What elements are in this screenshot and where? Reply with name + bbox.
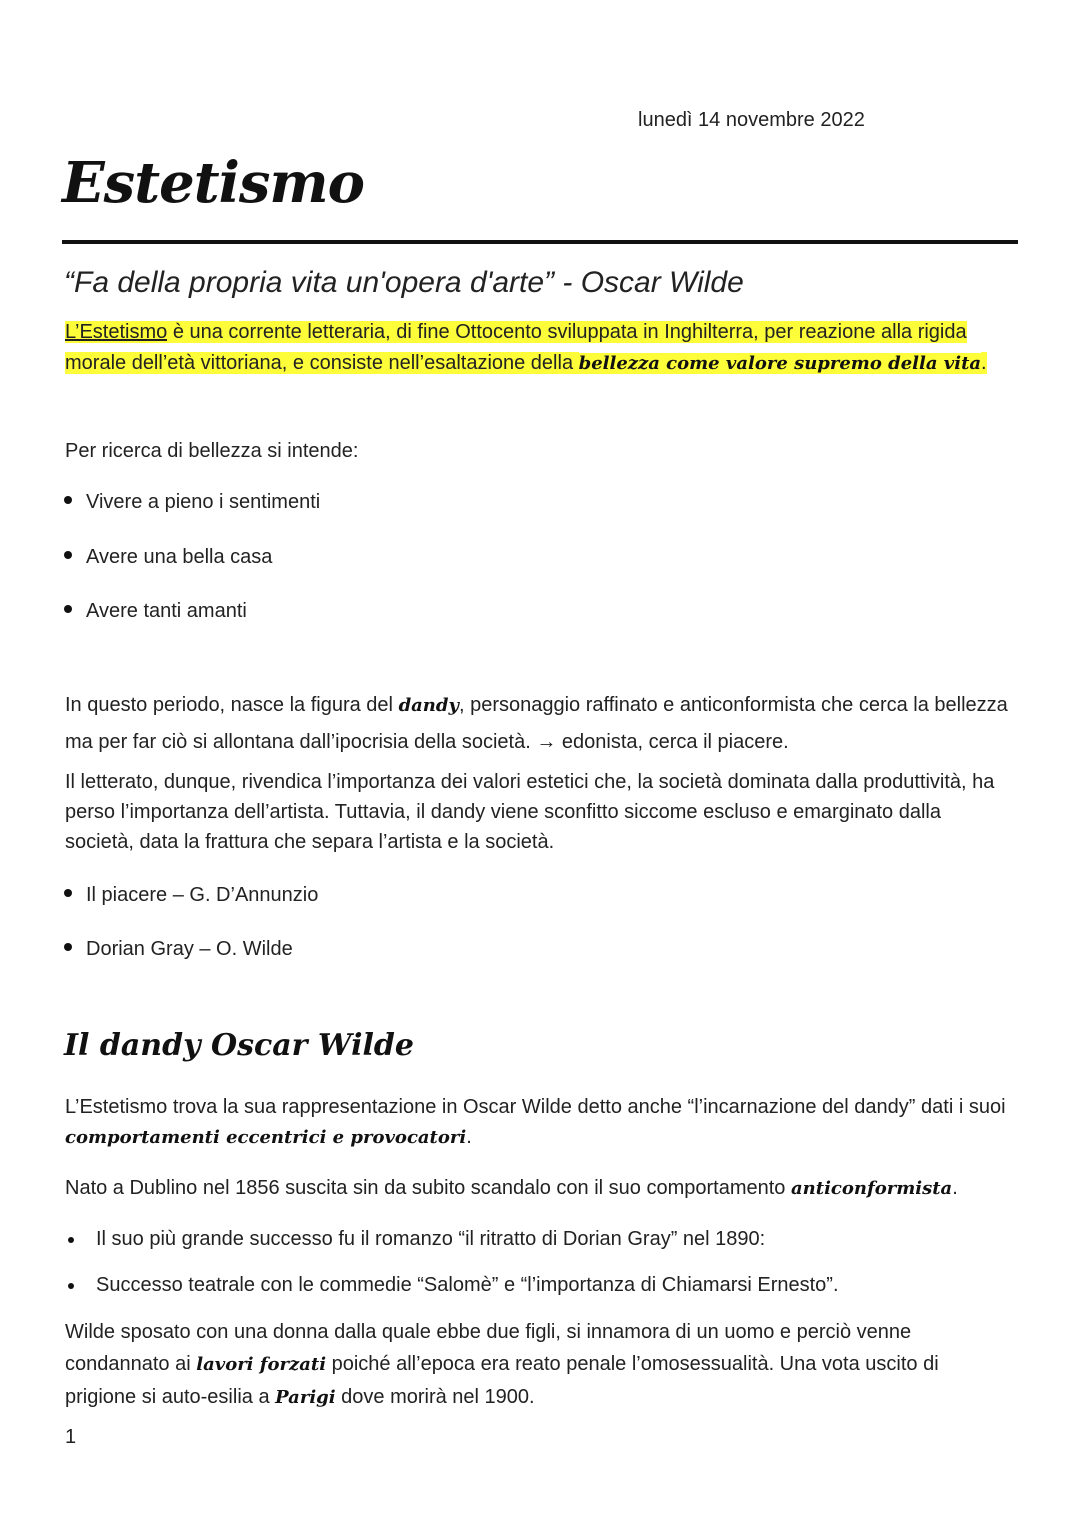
text-run: In questo periodo, nasce la figura del	[65, 694, 399, 716]
dandy-paragraph	[65, 687, 1010, 760]
bullet-icon	[64, 496, 72, 504]
intro-hand: bellezza come valore supremo della vita	[578, 353, 982, 374]
page-number: 1	[65, 1426, 77, 1448]
letterato-paragraph: Il letterato, dunque, rivendica l’importanza dei valori estetici che, la società dominata dalla produttività, ha perso l’importanza dell’artista. Tuttavia, il dandy viene sconfitto siccome escluso e emarginato dalla società, data la frattura che separa l’artista e la società.	[65, 771, 995, 853]
hand-word: anticonformista	[791, 1178, 953, 1199]
list-item-text: Vivere a pieno i sentimenti	[86, 491, 321, 513]
intro-paragraph	[65, 317, 1010, 379]
bullet-icon	[64, 943, 72, 951]
list-item	[64, 600, 247, 623]
text-run: L’Estetismo trova la sua rappresentazione in Oscar Wilde detto anche “l’incarnazione del dandy” dati i suoi	[65, 1096, 1006, 1118]
hand-word: dandy	[398, 695, 459, 716]
list-item-text: Il piacere – G. D’Annunzio	[86, 884, 319, 906]
date: lunedì 14 novembre 2022	[638, 109, 865, 131]
bullet-icon	[64, 889, 72, 897]
bullet-icon	[64, 605, 72, 613]
list-item-text: Avere una bella casa	[86, 546, 273, 568]
intro-end: .	[981, 352, 987, 374]
list-item	[64, 938, 293, 961]
text-run: dove morirà nel 1900.	[335, 1386, 535, 1408]
list-item	[64, 884, 318, 907]
intro-text: è una corrente letteraria, di fine Ottocento sviluppata in Inghilterra, per reazione alla rigida morale dell’età vittoriana, e consiste nell’esaltazione della	[65, 321, 967, 374]
hand-word: comportamenti eccentrici e provocatori	[65, 1127, 467, 1148]
bullet-icon	[68, 1283, 74, 1289]
list-item-text: Avere tanti amanti	[86, 600, 247, 622]
bullet-icon	[68, 1237, 74, 1243]
list-item	[64, 1228, 765, 1251]
title-divider	[62, 240, 1018, 244]
text-run: , personaggio raffinato e anticonformista che cerca la bellezza ma per far ciò si allontana dall’ipocrisia della società. → edonista, cerca il piacere.	[65, 694, 1008, 753]
list-item-text: Successo teatrale con le commedie “Salomè” e “l’importanza di Chiamarsi Ernesto”.	[96, 1274, 839, 1296]
list-item-text: Dorian Gray – O. Wilde	[86, 938, 293, 960]
intro-term: L’Estetismo	[65, 321, 168, 343]
bullet-icon	[64, 551, 72, 559]
hand-word: Parigi	[275, 1387, 336, 1408]
wilde-paragraph-3	[65, 1316, 1010, 1414]
list-item-text: Il suo più grande successo fu il romanzo “il ritratto di Dorian Gray” nel 1890:	[96, 1228, 766, 1250]
quote: “Fa della propria vita un'opera d'arte” - Oscar Wilde	[64, 266, 744, 299]
list-item	[64, 491, 320, 514]
text-run: .	[952, 1177, 958, 1199]
wilde-paragraph-2	[65, 1173, 1010, 1204]
list-item	[64, 1274, 839, 1297]
text-run: .	[466, 1126, 472, 1148]
text-run: Wilde sposato con una donna dalla quale ebbe due figli, si innamora di un uomo e perciò venne condannato ai	[65, 1321, 912, 1375]
beauty-intro: Per ricerca di bellezza si intende:	[65, 440, 359, 462]
section-title: Il dandy Oscar Wilde	[64, 1028, 414, 1063]
page-title: Estetismo	[62, 150, 364, 216]
list-item	[64, 546, 272, 569]
text-run: Nato a Dublino nel 1856 suscita sin da subito scandalo con il suo comportamento	[65, 1177, 791, 1199]
wilde-paragraph-1	[65, 1092, 1010, 1153]
text-run: poiché all’epoca era reato penale l’omosessualità. Una vota uscito di prigione si auto-esilia a	[65, 1353, 939, 1408]
hand-word: lavori forzati	[196, 1354, 327, 1375]
